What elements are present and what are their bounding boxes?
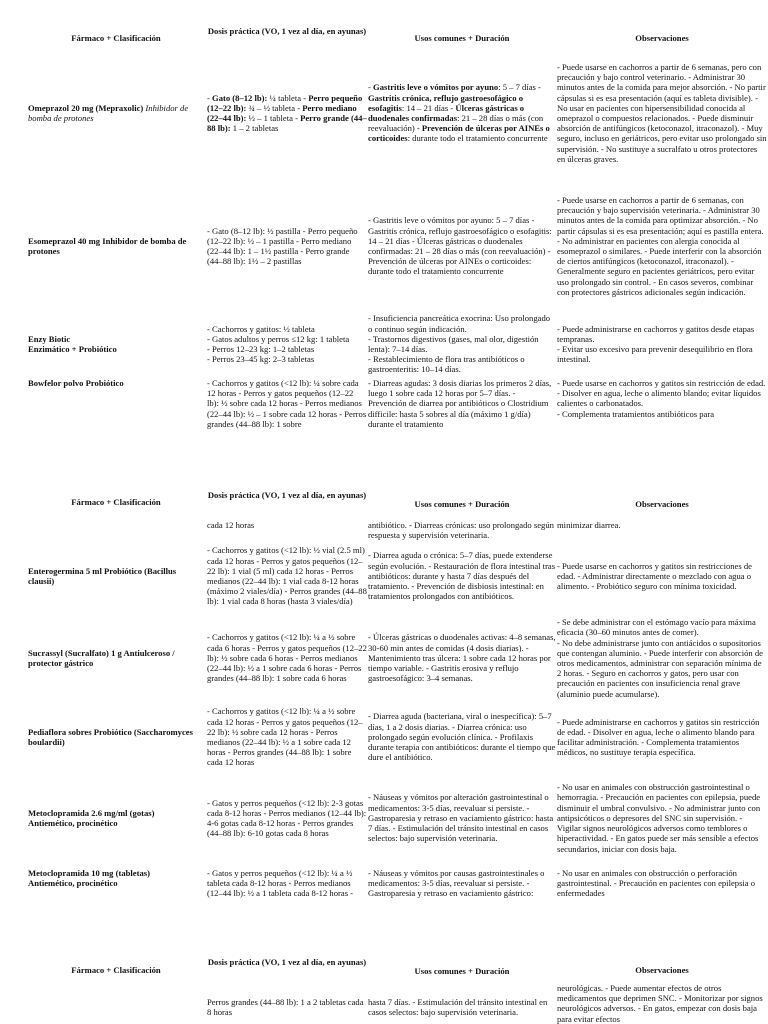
header-usos: Usos comunes + Duración <box>414 33 510 43</box>
observations-cell: - No usar en animales con obstrucción o perforación gastrointestinal. - Precaución en pacientes con epilepsia o enfermedades <box>557 868 756 899</box>
uses-cell: - Diarreas agudas: 3 dosis diarias los primeros 2 días, luego 1 sobre cada 12 horas por 5–7 días. - Prevención de diarrea por antibióticos o Clostridium difficile: hasta 5 sobres al día (máximo 1 g/día) durante el tratamiento <box>368 378 552 429</box>
drug-name: Enzy Biotic <box>28 333 71 344</box>
drug-name-cell <box>28 314 204 374</box>
table-row <box>0 706 768 768</box>
dose-cell: - Cachorros y gatitos (<12 lb): ¼ sobre cada 12 horas - Perros y gatos pequeños (12–22 lb): ½ sobre cada 12 horas - Perros medianos (22–44 lb): ½ – 1 sobre cada 12 horas - Perros grandes (44–88 lb): 1 sobre <box>207 378 367 429</box>
header-observaciones: Observaciones <box>635 965 689 975</box>
dose-cell: - Cachorros y gatitos (<12 lb): ¼ a ½ sobre cada 12 horas - Perros y gatos pequeños (12–22 lb): ½ sobre cada 12 horas - Perros medianos (22–44 lb): ½ a 1 sobre cada 12 horas - Perros grandes (44–88 lb): 1 sobre cada 12 horas <box>207 706 363 768</box>
drug-class: Antiemético, procinético <box>28 878 118 889</box>
dose-cell: - Gato (8–12 lb): ¼ tableta - Perro pequeño (12–22 lb): ¾ – ½ tableta - Perro mediano (22–44 lb): ½ – 1 tableta - Perro grande (44–88 lb): 1 – 2 tabletas <box>207 92 367 134</box>
drug-name-cell <box>28 48 204 178</box>
uses-cell: antibiótico. - Diarreas crónicas: uso prolongado según respuesta y supervisión veterinaria. <box>368 520 554 541</box>
drug-name-cell <box>28 540 204 612</box>
table-row <box>0 314 768 374</box>
table-header-row <box>0 490 768 516</box>
header-dosis: Dosis práctica (VO, 1 vez al día, en ayunas) <box>207 957 367 967</box>
table-row <box>0 178 768 314</box>
drug-class: Enzimático + Probiótico <box>28 344 117 354</box>
header-farmaco: Fármaco + Clasificación <box>71 497 161 507</box>
table-row <box>0 772 768 864</box>
observations-cell: minimizar diarrea. <box>557 520 621 530</box>
header-dosis: Dosis práctica (VO, 1 vez al día, en ayunas) <box>207 26 367 36</box>
drug-name: Bowfelor polvo Probiótico <box>28 378 124 388</box>
header-farmaco: Fármaco + Clasificación <box>71 33 161 43</box>
observations-cell: - Se debe administrar con el estómago vacío para máxima eficacia (30–60 minutos antes de comer). - No debe administrarse junto con antiácidos o supositorios que contengan aluminio. - Puede interferir con absorción de otros medicamentos, administrar con separación mínima de 2 horas. - Seguro en cachorros y gatos, pero usar con precaución en pacientes con insuficiencia renal grave (aluminio puede acumularse). <box>557 617 763 699</box>
dose-cell: - Cachorros y gatitos: ½ tableta - Gatos adultos y perros ≤12 kg: 1 tableta - Perros 12–23 kg: 1–2 tabletas - Perros 23–45 kg: 2–3 tabletas <box>207 323 350 365</box>
header-usos: Usos comunes + Duración <box>414 499 510 509</box>
dose-cell: cada 12 horas <box>207 520 255 530</box>
drug-class: Inhibidor de bomba de protones <box>28 102 189 123</box>
table-row <box>0 868 768 904</box>
table-row <box>0 378 768 434</box>
table-header-row <box>0 957 768 983</box>
observations-cell: - Puede usarse en cachorros a partir de 6 semanas, con precaución y bajo supervisión veterinaria. - Administrar 30 minutos antes de la comida para optimizar absorción. - No partir cápsulas si es esa presentación; aquí es pastilla entera. - No administrar en pacientes con alergia conocida al esomeprazol o similares. - Puede interferir con la absorción de ciertos antifúngicos (ketoconazol, itraconazol). - Generalmente seguro en pacientes geriátricos, pero evitar uso prolongado sin control. - En casos severos, combinar con protectores gástricos adicionales según indicación. <box>557 194 764 297</box>
drug-name-cell <box>28 772 204 864</box>
table-row-continuation <box>0 520 768 540</box>
uses-cell: - Gastritis leve o vómitos por ayuno: 5 – 7 días - Gastritis crónica, reflujo gastroesofágico o esofagitis: 14 – 21 días - Úlceras gástricas o duodenales confirmadas: 21 – 28 días o más (con reevaluación) - Prevención de úlceras por AINEs o corticoides: durante todo el tratamiento concurrente <box>368 82 550 144</box>
drug-name-cell <box>28 612 204 704</box>
dose-cell: - Gato (8–12 lb): ½ pastilla - Perro pequeño (12–22 lb): ½ – 1 pastilla - Perro mediano (22–44 lb): 1 – 1½ pastilla - Perro grande (44–88 lb): 1½ – 2 pastillas <box>207 225 358 267</box>
drug-name: Pediaflora sobres Probiótico (Saccharomyces boulardii) <box>28 726 193 747</box>
table-row <box>0 612 768 704</box>
dose-cell: - Cachorros y gatitos (<12 lb): ½ vial (2.5 ml) cada 12 horas - Perros y gatos pequeños (12–22 lb): 1 vial (5 ml) cada 12 horas - Perros medianos (22–44 lb): 1 vial cada 8-12 horas (máximo 2 viales/día) - Perros grandes (44–88 lb): 1 vial cada 8 horas (hasta 3 viales/día) <box>207 545 367 607</box>
drug-name: Sucrassyl (Sucralfato) 1 g Antiulceroso / protector gástrico <box>28 647 175 668</box>
drug-name-cell <box>28 706 204 768</box>
header-usos: Usos comunes + Duración <box>414 966 510 976</box>
dose-cell: - Gatos y perros pequeños (<12 lb): ¼ a ½ tableta cada 8-12 horas - Perros medianos (12–44 lb): ½ a 1 tableta cada 8-12 horas - <box>207 868 354 899</box>
drug-name-cell <box>28 378 204 388</box>
dose-cell: - Cachorros y gatitos (<12 lb): ¼ a ½ sobre cada 6 horas - Perros y gatos pequeños (12–22 lb): ½ sobre cada 6 horas - Perros medianos (22–44 lb): ½ a 1 sobre cada 6 horas - Perros grandes (44–88 lb): 1 sobre cada 6 horas <box>207 632 367 684</box>
uses-cell: - Gastritis leve o vómitos por ayuno: 5 – 7 días - Gastritis crónica, reflujo gastroesofágico o esofagitis: 14 – 21 días - Úlceras gástricas o duodenales confirmadas: 21 – 28 días o más (con reevaluación) - Prevención de úlceras por AINEs o corticoides: durante todo el tratamiento concurrente <box>368 215 552 277</box>
table-row-continuation <box>0 983 768 1024</box>
drug-name: Enterogermina 5 ml Probiótico (Bacillus clausii) <box>28 565 177 586</box>
drug-name: Omeprazol 20 mg (Mepraxolic) <box>28 102 144 113</box>
uses-cell: - Náuseas y vómitos por causas gastrointestinales o medicamentos: 3-5 días, reevaluar si persiste. - Gastroparesia y retraso en vaciamiento gástrico: <box>368 868 545 899</box>
uses-cell: - Diarrea aguda (bacteriana, viral o inespecífica): 5–7 días, 1 a 2 dosis diarias. - Diarrea crónica: uso prolongado según evolución clínica. - Profilaxis durante terapia con antibióticos: durante el tiempo que dure el antibiótico. <box>368 711 556 763</box>
uses-cell: - Úlceras gástricas o duodenales activas: 4–8 semanas, 30-60 min antes de comidas (4 dosis diarias). - Mantenimiento tras úlcera: 1 sobre cada 12 horas por tiempo variable. - Gastritis erosiva y reflujo gastroesofágico: 3–4 semanas. <box>368 632 556 684</box>
dose-cell: Perros grandes (44–88 lb): 1 a 2 tabletas cada 8 horas <box>207 997 364 1018</box>
observations-cell: - Puede usarse en cachorros a partir de 6 semanas, pero con precaución y bajo control veterinario. - Administrar 30 minutos antes de la comida para mejor absorción. - No partir cápsulas si es esa presentación (aquí es tableta divisible). - No usar en pacientes con hipersensibilidad conocida al omeprazol o compuestos relacionados. - Puede disminuir absorción de antifúngicos (ketoconazol, itraconazol). - Muy seguro, incluso en geriátricos, pero evitar uso prolongado sin supervisión. - No sustituye a sucralfato u otros protectores en úlceras graves. <box>557 61 767 164</box>
header-farmaco: Fármaco + Clasificación <box>71 965 161 975</box>
header-dosis: Dosis práctica (VO, 1 vez al día, en ayunas) <box>207 490 367 500</box>
drug-name: Metoclopramida 10 mg (tabletas) <box>28 868 150 878</box>
table-row <box>0 48 768 178</box>
drug-name-cell <box>28 178 204 314</box>
drug-name-cell <box>28 868 204 888</box>
drug-name: Esomeprazol 40 mg Inhibidor de bomba de protones <box>28 235 187 256</box>
observations-cell: - Puede usarse en cachorros y gatitos sin restricción de edad. - Disolver en agua, leche o alimento blando; evitar líquidos calientes o carbonatados. - Complementa tratamientos antibióticos para <box>557 378 766 419</box>
dose-cell: - Gatos y perros pequeños (<12 lb): 2-3 gotas cada 8-12 horas - Perros medianos (12–44 lb): 4-6 gotas cada 8-12 horas - Perros grandes (44–88 lb): 6-10 gotas cada 8 horas <box>207 797 367 839</box>
observations-cell: - Puede usarse en cachorros y gatitos sin restricciones de edad. - Administrar directamente o mezclado con agua o alimento. - Probiótico seguro con mínima toxicidad. <box>557 560 752 592</box>
uses-cell: - Insuficiencia pancreática exocrina: Uso prolongado o continuo según indicación. - Trastornos digestivos (gases, mal olor, digestión lenta): 7–14 días. - Restablecimiento de flora tras antibióticos o gastroenteritis: 10–14 días. <box>368 313 551 375</box>
uses-cell: - Diarrea aguda o crónica: 5–7 días, puede extenderse según evolución. - Restauración de flora intestinal tras antibióticos: durante y hasta 7 días después del tratamiento. - Prevención de disbiosis intestinal: en tratamientos prolongados con antibióticos. <box>368 550 556 602</box>
drug-name: Metoclopramida 2.6 mg/ml (gotas) <box>28 807 155 818</box>
header-observaciones: Observaciones <box>635 33 689 43</box>
drug-class: Antiemético, procinético <box>28 818 118 828</box>
header-observaciones: Observaciones <box>635 499 689 509</box>
observations-cell: neurológicas. - Puede aumentar efectos de otros medicamentos que deprimen SNC. - Monitorizar por signos neurológicos adversos. - En gatos, empezar con dosis baja para evitar efectos <box>557 983 763 1024</box>
table-row <box>0 540 768 612</box>
observations-cell: - No usar en animales con obstrucción gastrointestinal o hemorragia. - Precaución en pacientes con epilepsia, puede disminuir el umbral convulsivo. - No administrar junto con antipsicóticos o depresores del SNC sin supervisión. - Vigilar signos neurológicos adversos como temblores o hiperactividad. - En gatos puede ser más sensible a efectos secundarios, iniciar con dosis baja. <box>557 782 761 854</box>
observations-cell: - Puede administrarse en cachorros y gatitos desde etapas tempranas. - Evitar uso excesivo para prevenir desequilibrio en flora intestinal. <box>557 323 755 365</box>
uses-cell: hasta 7 días. - Estimulación del tránsito intestinal en casos selectos: bajo supervisión veterinaria. <box>368 997 548 1018</box>
uses-cell: - Náuseas y vómitos por alteración gastrointestinal o medicamentos: 3-5 días, reevaluar si persiste. - Gastroparesia y retraso en vaciamiento gástrico: hasta 7 días. - Estimulación del tránsito intestinal en casos selectos: bajo supervisión veterinaria. <box>368 792 554 844</box>
observations-cell: - Puede administrarse en cachorros y gatitos sin restricción de edad. - Disolver en agua, leche o alimento blando para facilitar administración. - Complementa tratamientos médicos, no sustituye terapia específica. <box>557 716 760 758</box>
